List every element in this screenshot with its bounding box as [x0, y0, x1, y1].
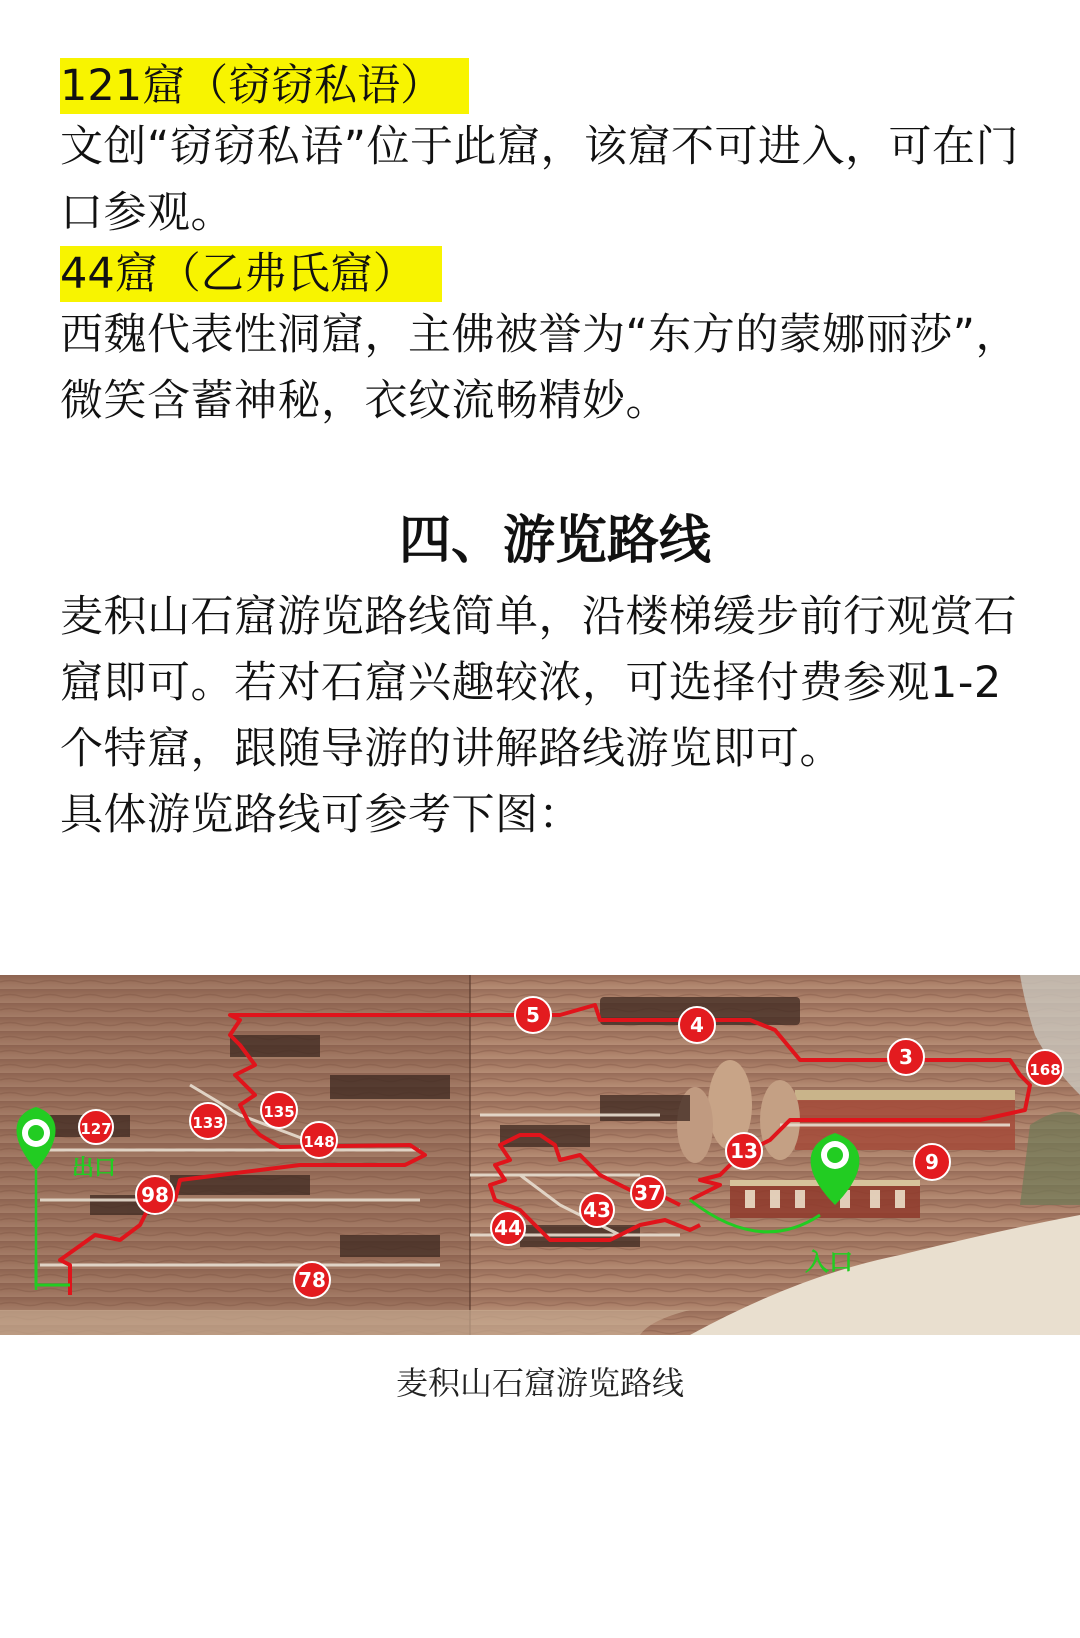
image-caption: 麦积山石窟游览路线: [395, 1364, 684, 1402]
cave-44-text: 西魏代表性洞窟，主佛被誉为“东方的蒙娜丽莎”，微笑含蓄神秘，衣纹流畅精妙。: [60, 310, 1020, 426]
cave-number: 43: [583, 1198, 611, 1222]
cave-badge-98: [136, 1176, 174, 1214]
cave-number: 127: [80, 1120, 112, 1138]
article: [60, 58, 1020, 848]
cave-badge-148: [301, 1122, 337, 1158]
cave-badge-9: [914, 1144, 950, 1180]
cave-number: 133: [192, 1114, 224, 1132]
route-description: 麦积山石窟游览路线简单，沿楼梯缓步前行观赏石窟即可。若对石窟兴趣较浓，可选择付费参观1-2个特窟，跟随导游的讲解路线游览即可。: [60, 592, 1017, 774]
cave-121-section: [60, 58, 1020, 246]
cave-number: 9: [925, 1150, 939, 1174]
exit-label: 出口: [72, 1156, 117, 1181]
cave-number: 3: [899, 1045, 913, 1069]
cave-badge-5: [515, 997, 551, 1033]
cave-number: 13: [730, 1139, 758, 1163]
cave-number: 98: [141, 1183, 169, 1207]
cave-121-text: 文创“窃窃私语”位于此窟，该窟不可进入，可在门口参观。: [60, 122, 1020, 238]
cave-badge-44: [491, 1211, 525, 1245]
entrance-label: 入口: [805, 1248, 853, 1276]
cave-44-section: [60, 246, 1020, 434]
cave-121-heading: 121窟（窃窃私语）: [60, 58, 469, 114]
cave-number: 37: [634, 1181, 662, 1205]
route-section-title: 四、游览路线: [398, 511, 711, 571]
route-map-image: [0, 975, 1080, 1335]
cave-badge-168: [1027, 1050, 1063, 1086]
cave-badge-43: [580, 1193, 614, 1227]
cave-44-heading: 44窟（乙弗氏窟）: [60, 246, 442, 302]
cave-badge-127: [79, 1110, 113, 1144]
cave-badge-4: [679, 1007, 715, 1043]
cave-number: 4: [690, 1013, 704, 1037]
cave-number: 44: [494, 1216, 522, 1240]
cave-number: 168: [1029, 1061, 1061, 1079]
cave-badge-78: [294, 1262, 330, 1298]
cave-number: 5: [526, 1003, 540, 1027]
route-reference-note: 具体游览路线可参考下图：: [60, 790, 582, 840]
route-map-svg: [0, 975, 1080, 1335]
cave-badge-135: [261, 1092, 297, 1128]
cave-number: 78: [298, 1268, 326, 1292]
cave-number: 135: [263, 1103, 295, 1121]
cave-badge-37: [631, 1176, 665, 1210]
cave-badge-13: [726, 1133, 762, 1169]
cave-badge-3: [888, 1039, 924, 1075]
cave-badge-133: [190, 1103, 226, 1139]
cave-number: 148: [303, 1133, 335, 1151]
